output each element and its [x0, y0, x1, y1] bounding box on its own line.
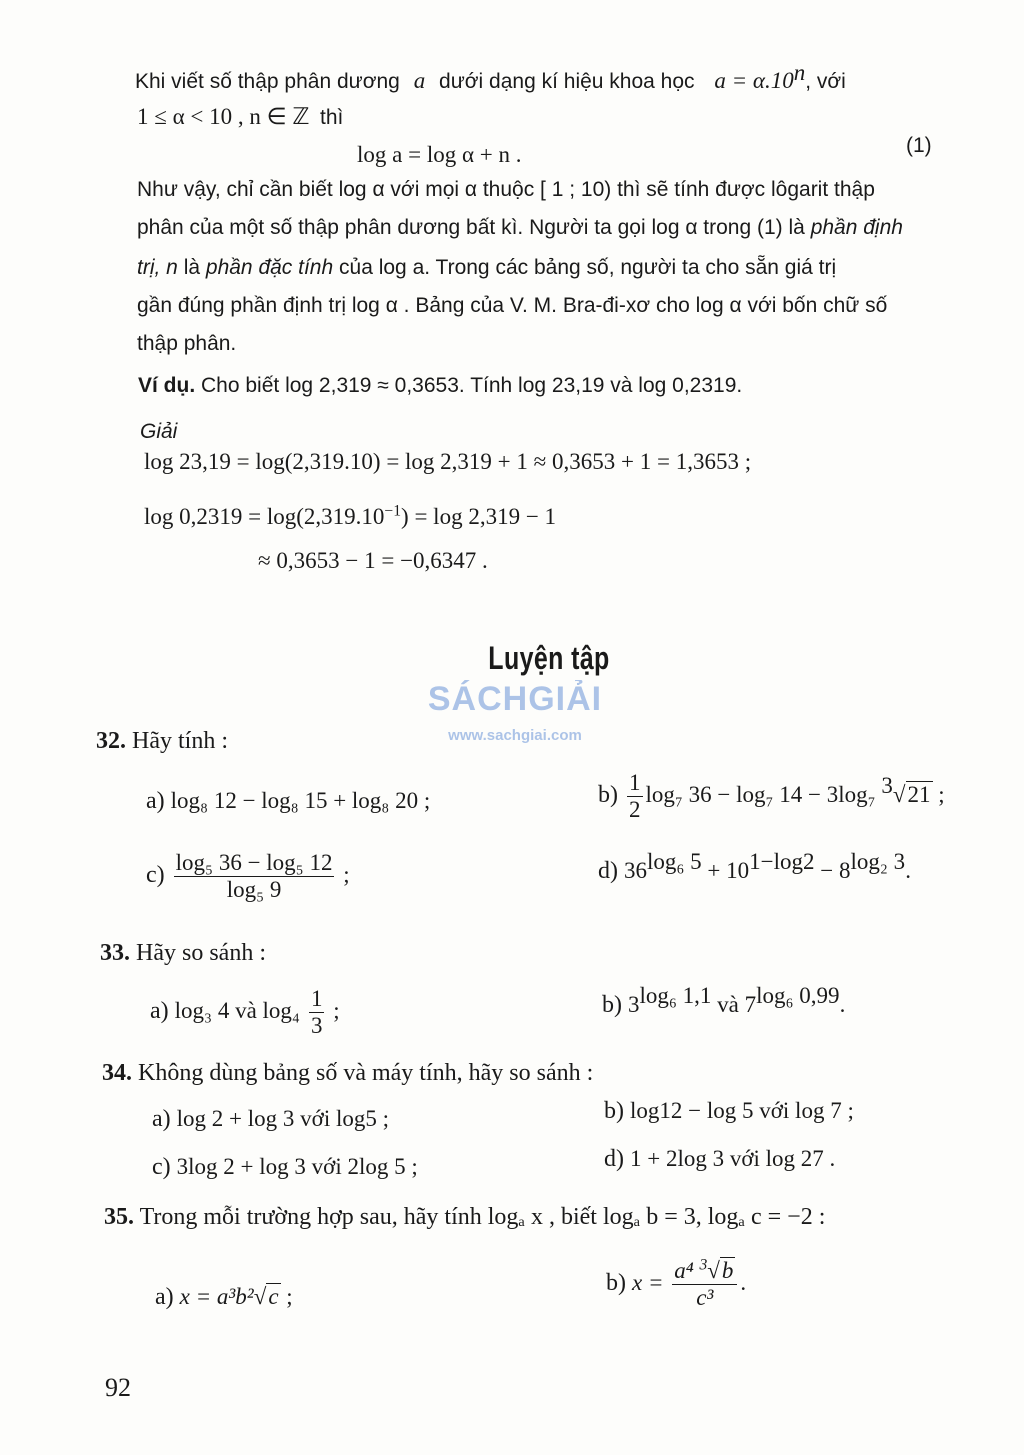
solution-line-2a: log 0,2319 = log(2,319.10: [144, 504, 385, 529]
then-word: thì: [320, 106, 344, 129]
exercise-33a: [150, 986, 340, 1039]
exercise-32b: [598, 770, 945, 823]
section-title: Luyện tập: [488, 640, 610, 676]
term-mantissa: phần định: [810, 216, 903, 239]
watermark-url: www.sachgiai.com: [448, 727, 582, 744]
fraction-denominator: log₅ 9: [226, 877, 282, 902]
paragraph2-line-4: gần đúng phần định trị log α . Bảng của V. M. Bra-đi-xơ cho log α với bốn chữ số: [137, 294, 888, 317]
paragraph2-line-3: [137, 256, 836, 280]
item-expression: log₈ 12 − log₈ 15 + log₈ 20 ;: [170, 788, 431, 813]
intro-text-2: dưới dạng kí hiệu khoa học: [439, 70, 695, 93]
item-expression: log12 − log 5 với log 7 ;: [630, 1098, 854, 1123]
exercise-35b: [606, 1258, 746, 1311]
exponent: log₆ 5: [647, 849, 702, 874]
numerator-power: a⁴: [674, 1258, 700, 1283]
exercise-prompt: Không dùng bảng số và máy tính, hãy so sánh :: [138, 1060, 594, 1086]
item-end: ;: [337, 862, 350, 888]
item-end: .: [740, 1270, 747, 1296]
item-expression: x =: [632, 1270, 670, 1296]
exercise-34a: [152, 1106, 389, 1133]
item-label: b): [598, 782, 618, 809]
square-root: √c: [253, 1284, 279, 1309]
exercise-prompt: Hãy so sánh :: [136, 940, 266, 966]
intro-text-3: , với: [805, 70, 846, 93]
term-characteristic: phần đặc tính: [205, 256, 334, 279]
item-expression: log₃ 4 và log₄: [174, 998, 300, 1024]
exercise-number: 32.: [96, 728, 126, 754]
formula-number: (1): [906, 134, 932, 157]
solution-line-2: [144, 504, 556, 530]
exercise-number: 33.: [100, 940, 130, 966]
exercise-32d: [598, 849, 911, 885]
base-term: 36: [624, 858, 647, 883]
item-label: a): [150, 998, 169, 1025]
item-end: .: [839, 992, 846, 1017]
item-expression: 1 + 2log 3 với log 27 .: [630, 1146, 836, 1171]
radicand: b: [721, 1258, 734, 1283]
solution-label: Giải: [140, 420, 178, 443]
item-label: a): [146, 788, 165, 814]
exponent: log₆ 1,1: [639, 983, 712, 1008]
item-label: c): [152, 1154, 171, 1180]
sci-exponent: n: [793, 60, 806, 85]
item-label: b): [604, 1098, 624, 1124]
item-label: a): [155, 1284, 174, 1310]
exercise-33-header: [100, 940, 266, 967]
fraction-numerator: a⁴ $^3$√b: [672, 1258, 737, 1285]
term-tri-n: trị, n: [137, 256, 178, 279]
intro-line-2: [137, 104, 343, 130]
item-expression: log₇ 36 − log₇ 14 − 3log₇: [645, 782, 882, 808]
watermark-logo: SÁCHGIẢI: [427, 680, 603, 718]
item-label: d): [598, 858, 618, 884]
page-number: 92: [105, 1373, 131, 1402]
item-label: d): [604, 1146, 624, 1172]
exercise-34b: [604, 1098, 854, 1125]
exercise-35a: [155, 1284, 293, 1311]
p3-text: là: [183, 256, 201, 279]
fraction-numerator: log₅ 36 − log₅ 12: [175, 850, 333, 875]
root-index: 3: [699, 1256, 708, 1274]
fraction-one-half: [627, 770, 643, 823]
solution-line-2b: ) = log 2,319 − 1: [401, 504, 557, 529]
var-a: a: [413, 68, 426, 93]
item-end: ;: [280, 1284, 293, 1309]
intro-text: Khi viết số thập phân dương: [135, 70, 400, 93]
exercise-35-header: [104, 1204, 825, 1231]
exercise-32c: [146, 850, 350, 903]
item-label: b): [602, 992, 622, 1018]
paragraph2-line-5: thập phân.: [137, 332, 237, 355]
item-label: a): [152, 1106, 171, 1132]
fraction-numerator: 1: [310, 986, 323, 1011]
fraction-denominator: c³: [696, 1285, 714, 1310]
exercise-34-header: [102, 1060, 593, 1087]
watermark: [410, 680, 620, 744]
solution-line-1: log 23,19 = log(2,319.10) = log 2,319 + 1 ≈ 0,3653 + 1 = 1,3653 ;: [144, 449, 752, 474]
fraction-numerator: 1: [629, 770, 641, 795]
fraction-expression: [672, 1258, 737, 1311]
base-term: 3: [628, 992, 640, 1017]
exponent: log₆ 0,99: [756, 983, 840, 1008]
p3-text-2: của log a. Trong các bảng số, người ta cho sẵn giá trị: [339, 256, 837, 279]
fraction-one-third: [309, 986, 325, 1039]
exercise-number: 34.: [102, 1060, 132, 1086]
p2-text: phân của một số thập phân dương bất kì. Người ta gọi log α trong (1) là: [137, 216, 805, 239]
sci-notation: a = α.10: [714, 68, 794, 93]
item-label: b): [606, 1270, 626, 1297]
exercise-number: 35.: [104, 1204, 134, 1230]
paragraph2-line-2: [137, 216, 903, 240]
paragraph2-line-1: Như vậy, chỉ cần biết log α với mọi α thuộc [ 1 ; 10) thì sẽ tính được lôgarit thập: [137, 178, 875, 201]
item-expression: 3log 2 + log 3 với 2log 5 ;: [176, 1154, 418, 1179]
example-line: [138, 374, 742, 398]
item-expression: x = a³b²: [179, 1284, 254, 1309]
fraction-denominator: 2: [629, 797, 641, 822]
root-index: 3: [881, 773, 893, 799]
root-radical: √21: [892, 782, 931, 808]
intro-line-1: [135, 60, 846, 94]
exercise-34c: [152, 1154, 418, 1181]
exercise-prompt: Hãy tính :: [132, 728, 228, 754]
item-end: ;: [932, 782, 945, 808]
exercise-34d: [604, 1146, 835, 1173]
radicand: c: [268, 1284, 279, 1309]
fraction-denominator: 3: [310, 1013, 323, 1038]
solution-exponent: −1: [384, 502, 402, 520]
item-end: .: [905, 858, 911, 883]
fraction-log-ratio: [174, 850, 335, 903]
exercise-32-header: [96, 728, 228, 755]
solution-line-3: ≈ 0,3653 − 1 = −0,6347 .: [258, 548, 488, 573]
base-term: − 8: [814, 858, 851, 883]
example-label: Ví dụ.: [138, 374, 196, 397]
formula-1: log a = log α + n .: [357, 142, 522, 167]
exercise-33b: [602, 983, 846, 1019]
condition: 1 ≤ α < 10 , n ∈ ℤ: [137, 104, 310, 129]
example-text: Cho biết log 2,319 ≈ 0,3653. Tính log 23,19 và log 0,2319.: [201, 374, 743, 397]
item-end: ;: [327, 998, 340, 1024]
exponent: 1−log2: [749, 849, 815, 874]
radicand: 21: [907, 782, 931, 808]
base-term: và 7: [711, 992, 757, 1017]
exponent: log₂ 3: [850, 849, 906, 874]
item-expression: log 2 + log 3 với log5 ;: [176, 1106, 389, 1131]
exercise-prompt: Trong mỗi trường hợp sau, hãy tính logₐ x , biết logₐ b = 3, logₐ c = −2 :: [139, 1204, 826, 1230]
base-term: + 10: [701, 858, 750, 883]
exercise-32a: [146, 788, 430, 815]
item-label: c): [146, 862, 165, 889]
